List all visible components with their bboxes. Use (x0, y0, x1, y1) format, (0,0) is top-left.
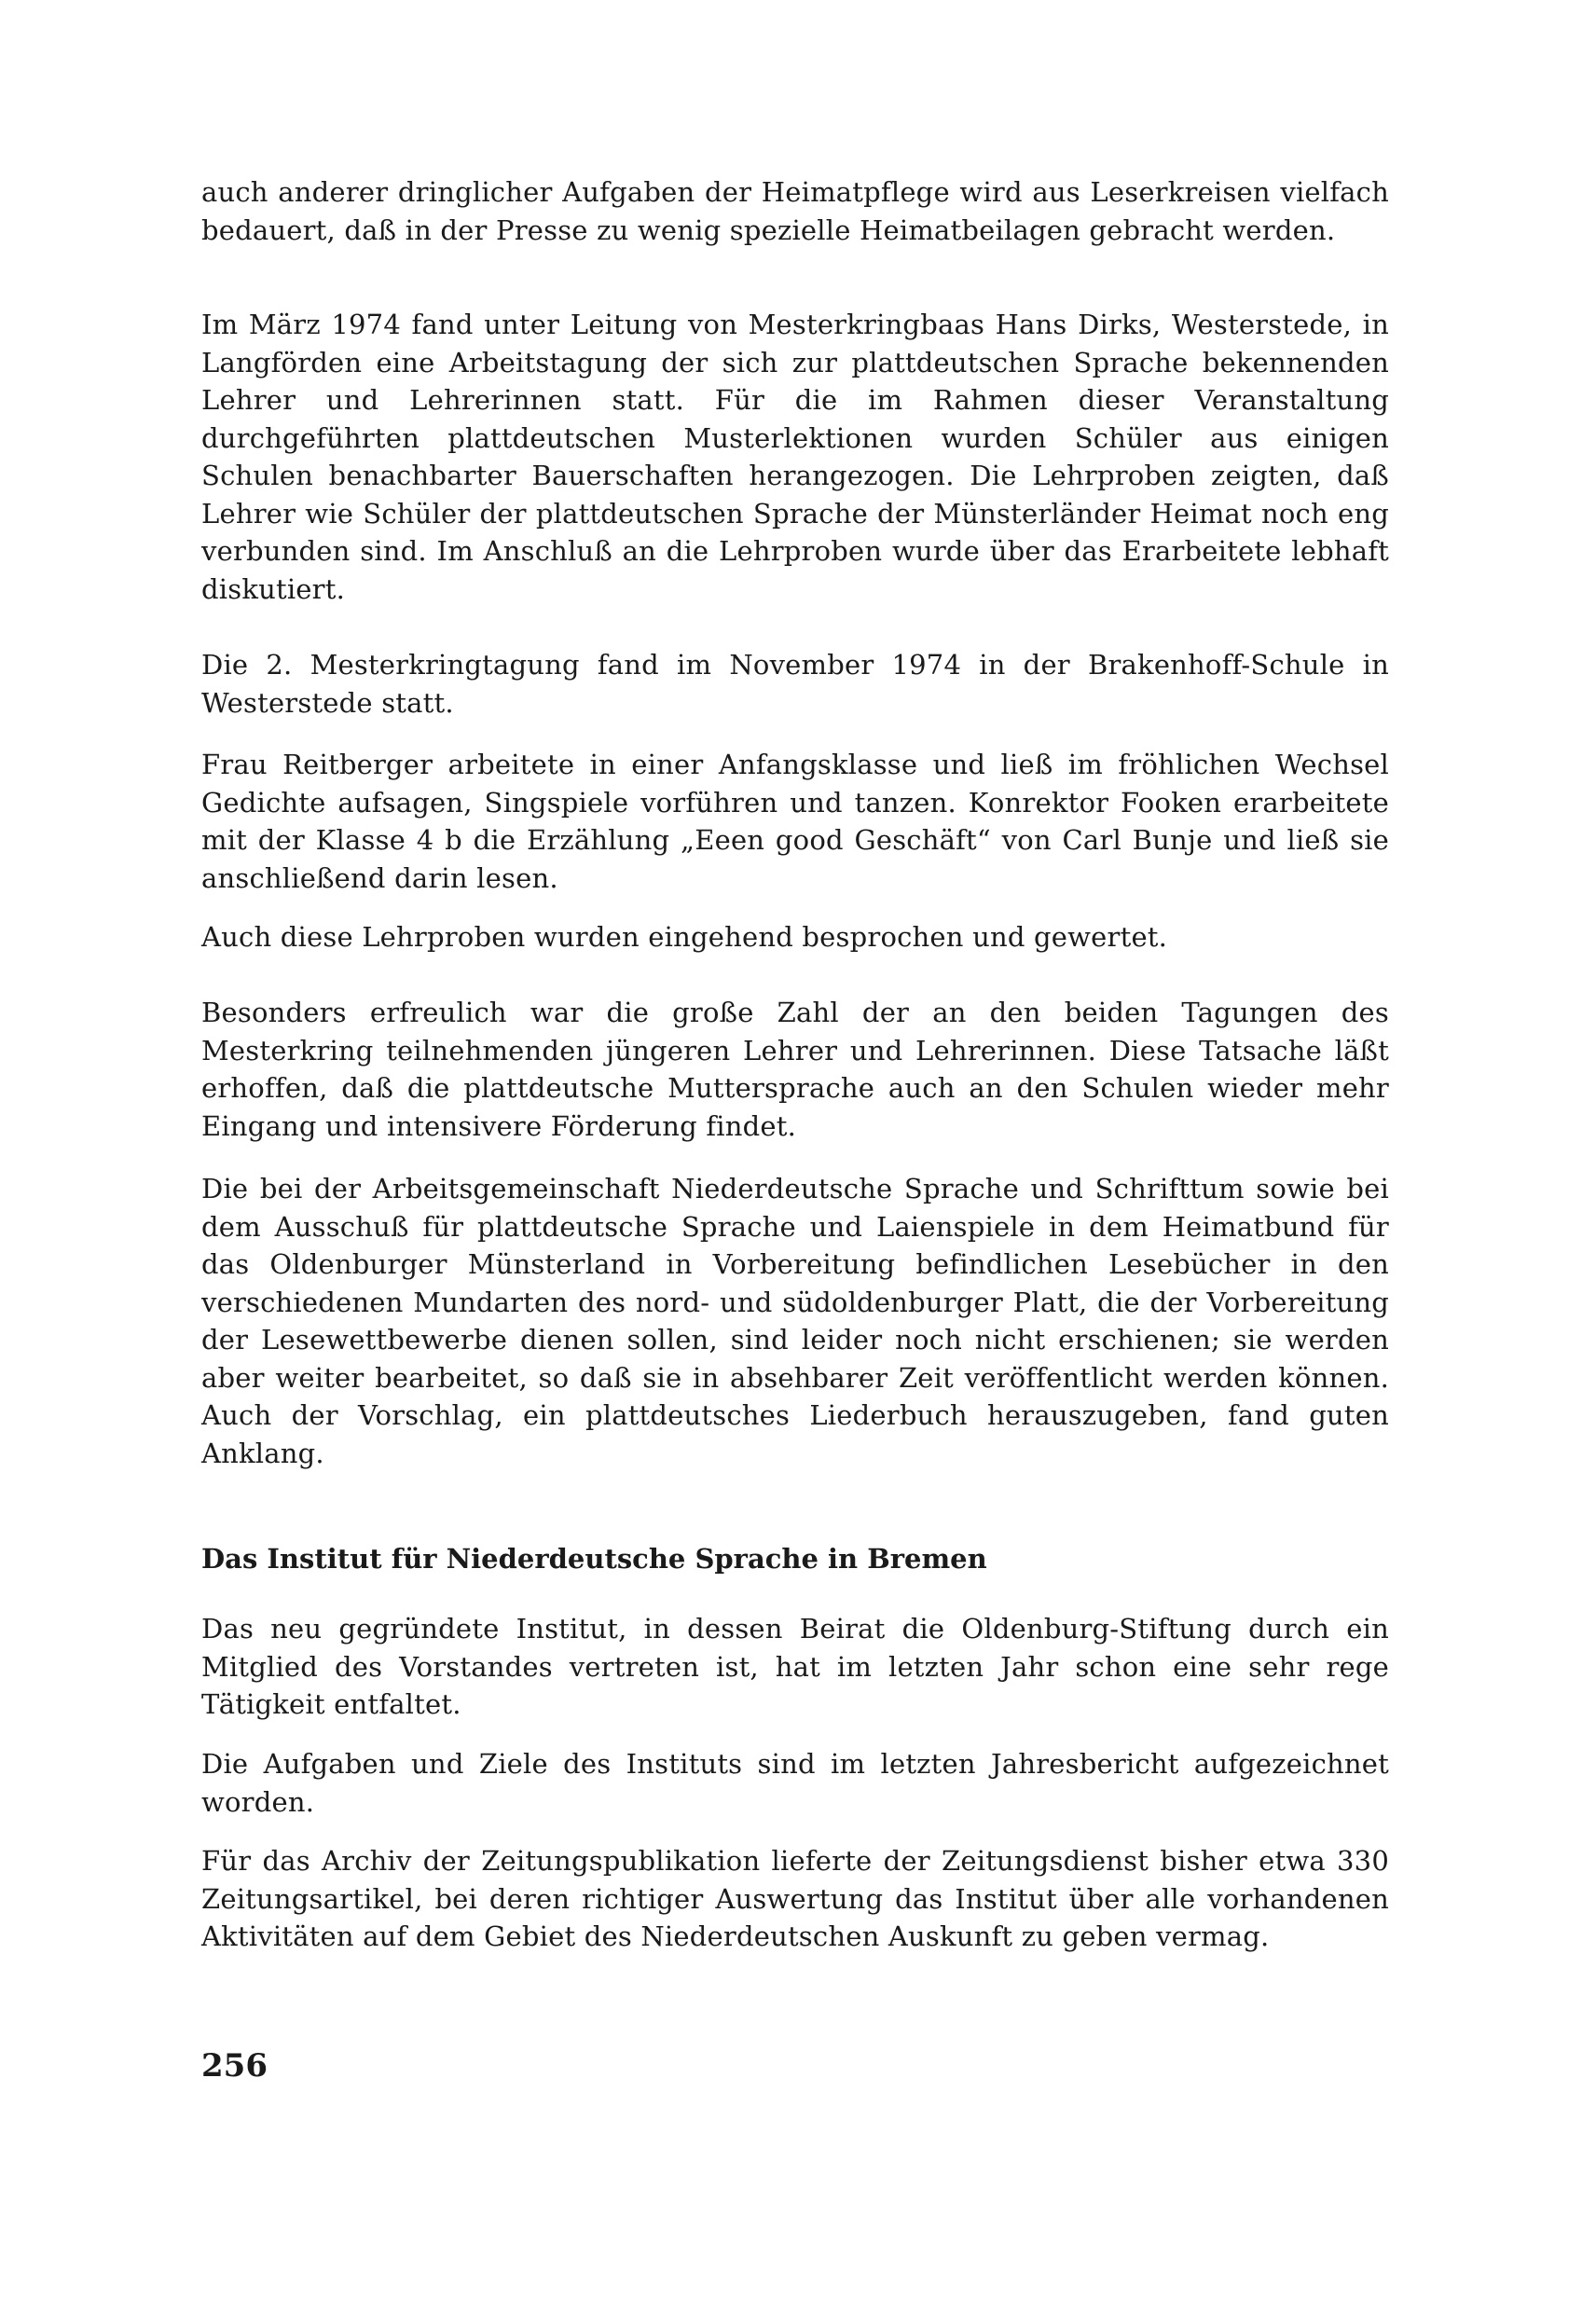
paragraph-4: Frau Reitberger arbeitete in einer Anfangsklasse und ließ im fröhlichen Wechsel Gedichte aufsagen, Singspiele vorführen und tanzen. Konrektor Fooken erarbeitete mit der Klasse 4 b die Erzählung „Eeen good Geschäft“ von Carl Bunje und ließ sie anschließend darin lesen. (201, 749, 1389, 894)
paragraph-4-block (201, 746, 1389, 897)
paragraph-5: Auch diese Lehrproben wurden eingehend besprochen und gewertet. (201, 921, 1168, 953)
paragraph-9: Die Aufgaben und Ziele des Instituts sind im letzten Jahresbericht aufgezeichnet worden. (201, 1748, 1389, 1818)
paragraph-10-block (201, 1842, 1389, 1956)
paragraph-6: Besonders erfreulich war die große Zahl der an den beiden Tagungen des Mesterkring teilnehmenden jüngeren Lehrer und Lehrerinnen. Diese Tatsache läßt erhoffen, daß die plattdeutsche Muttersprache auch an den Schulen wieder mehr Eingang und intensivere Förderung findet. (201, 997, 1389, 1142)
paragraph-8-block (201, 1610, 1389, 1724)
paragraph-9-block (201, 1745, 1389, 1821)
paragraph-8: Das neu gegründete Institut, in dessen Beirat die Oldenburg-Stiftung durch ein Mitglied des Vorstandes vertreten ist, hat im letzten Jahr schon eine sehr rege Tätigkeit entfaltet. (201, 1613, 1389, 1720)
paragraph-1: auch anderer dringlicher Aufgaben der Heimatpflege wird aus Leserkreisen vielfach bedauert, daß in der Presse zu wenig spezielle Heimatbeilagen gebracht werden. (201, 176, 1389, 246)
section-heading: Das Institut für Niederdeutsche Sprache in Bremen (201, 1543, 987, 1575)
paragraph-2-block (201, 306, 1389, 608)
paragraph-7: Die bei der Arbeitsgemeinschaft Niederdeutsche Sprache und Schrifttum sowie bei dem Ausschuß für plattdeutsche Sprache und Laienspiele in dem Heimatbund für das Oldenburger Münsterland in Vorbereitung befindlichen Lesebücher in den verschiedenen Mundarten des nord- und südoldenburger Platt, die der Vorbereitung der Lesewettbewerbe dienen sollen, sind leider noch nicht erschienen; sie werden aber weiter bearbeitet, so daß sie in absehbarer Zeit veröffentlicht werden können. Auch der Vorschlag, ein plattdeutsches Liederbuch herauszugeben, fand guten Anklang. (201, 1173, 1389, 1469)
paragraph-3: Die 2. Mesterkringtagung fand im November 1974 in der Brakenhoff-Schule in Westerstede statt. (201, 649, 1389, 719)
paragraph-1-block (201, 173, 1389, 249)
page-number: 256 (201, 2047, 268, 2085)
paragraph-6-block (201, 994, 1389, 1145)
paragraph-10: Für das Archiv der Zeitungspublikation lieferte der Zeitungsdienst bisher etwa 330 Zeitungsartikel, bei deren richtiger Auswertung das Institut über alle vorhandenen Aktivitäten auf dem Gebiet des Niederdeutschen Auskunft zu geben vermag. (201, 1845, 1389, 1952)
paragraph-5-block (201, 918, 1389, 956)
paragraph-2: Im März 1974 fand unter Leitung von Mesterkringbaas Hans Dirks, Westerstede, in Langförden eine Arbeitstagung der sich zur plattdeutschen Sprache bekennenden Lehrer und Lehrerinnen statt. Für die im Rahmen dieser Veranstaltung durchgeführten plattdeutschen Musterlektionen wurden Schüler aus einigen Schulen benachbarter Bauerschaften herangezogen. Die Lehrproben zeigten, daß Lehrer wie Schüler der plattdeutschen Sprache der Münsterländer Heimat noch eng verbunden sind. Im Anschluß an die Lehrproben wurde über das Erarbeitete lebhaft diskutiert. (201, 309, 1389, 605)
paragraph-3-block (201, 646, 1389, 722)
paragraph-7-block (201, 1170, 1389, 1472)
